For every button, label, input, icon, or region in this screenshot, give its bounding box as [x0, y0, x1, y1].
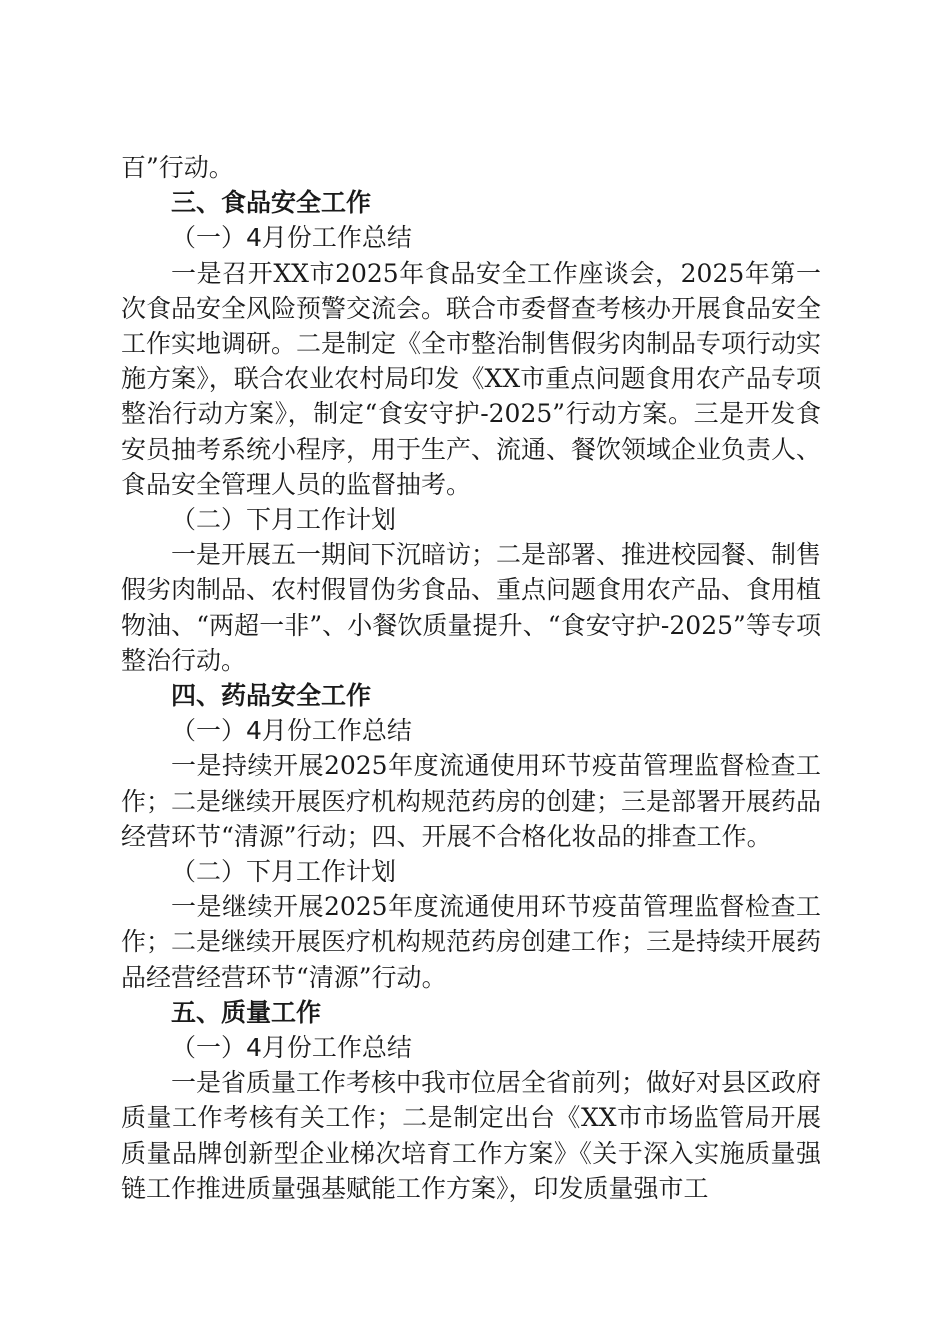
- subheading-april-summary: （一）4月份工作总结: [171, 223, 412, 253]
- subheading-next-month-plan: （二）下月工作计划: [171, 505, 397, 535]
- section-heading-quality: 五、质量工作: [171, 997, 322, 1027]
- subheading-april-summary: （一）4月份工作总结: [171, 716, 412, 746]
- paragraph-food-safety-summary: 一是召开XX市2025年食品安全工作座谈会，2025年第一次食品安全风险预警交流会。联合市委督查考核办开展食品安全工作实地调研。二是制定《全市整治制售假劣肉制品专项行动实施方案》，联合农业农村局印发《XX市重点问题食用农产品专项整治行动方案》，制定“食安守护-2025”行动方案。三是开发食安员抽考系统小程序，用于生产、流通、餐饮领域企业负责人、食品安全管理人员的监督抽考。: [121, 258, 822, 499]
- paragraph-quality-summary: 一是省质量工作考核中我市位居全省前列；做好对县区政府质量工作考核有关工作；二是制定出台《XX市市场监管局开展质量品牌创新型企业梯次培育工作方案》《关于深入实施质量强链工作推进质量强基赋能工作方案》，印发质量强市工: [121, 1068, 822, 1203]
- subheading-next-month-plan: （二）下月工作计划: [171, 857, 397, 887]
- section-heading-food-safety: 三、食品安全工作: [171, 188, 372, 218]
- paragraph-drug-safety-plan: 一是继续开展2025年度流通使用环节疫苗管理监督检查工作；二是继续开展医疗机构规范药房创建工作；三是持续开展药品经营经营环节“清源”行动。: [121, 892, 822, 992]
- section-heading-drug-safety: 四、药品安全工作: [171, 681, 372, 711]
- paragraph-drug-safety-summary: 一是持续开展2025年度流通使用环节疫苗管理监督检查工作；二是继续开展医疗机构规范药房的创建；三是部署开展药品经营环节“清源”行动；四、开展不合格化妆品的排查工作。: [121, 751, 822, 851]
- paragraph-food-safety-plan: 一是开展五一期间下沉暗访；二是部署、推进校园餐、制售假劣肉制品、农村假冒伪劣食品、重点问题食用农产品、食用植物油、“两超一非”、小餐饮质量提升、“食安守护-2025”等专项整治行动。: [121, 540, 822, 675]
- document-body: [121, 150, 821, 1206]
- subheading-april-summary: （一）4月份工作总结: [171, 1033, 412, 1063]
- continued-text-line: 百”行动。: [121, 153, 234, 182]
